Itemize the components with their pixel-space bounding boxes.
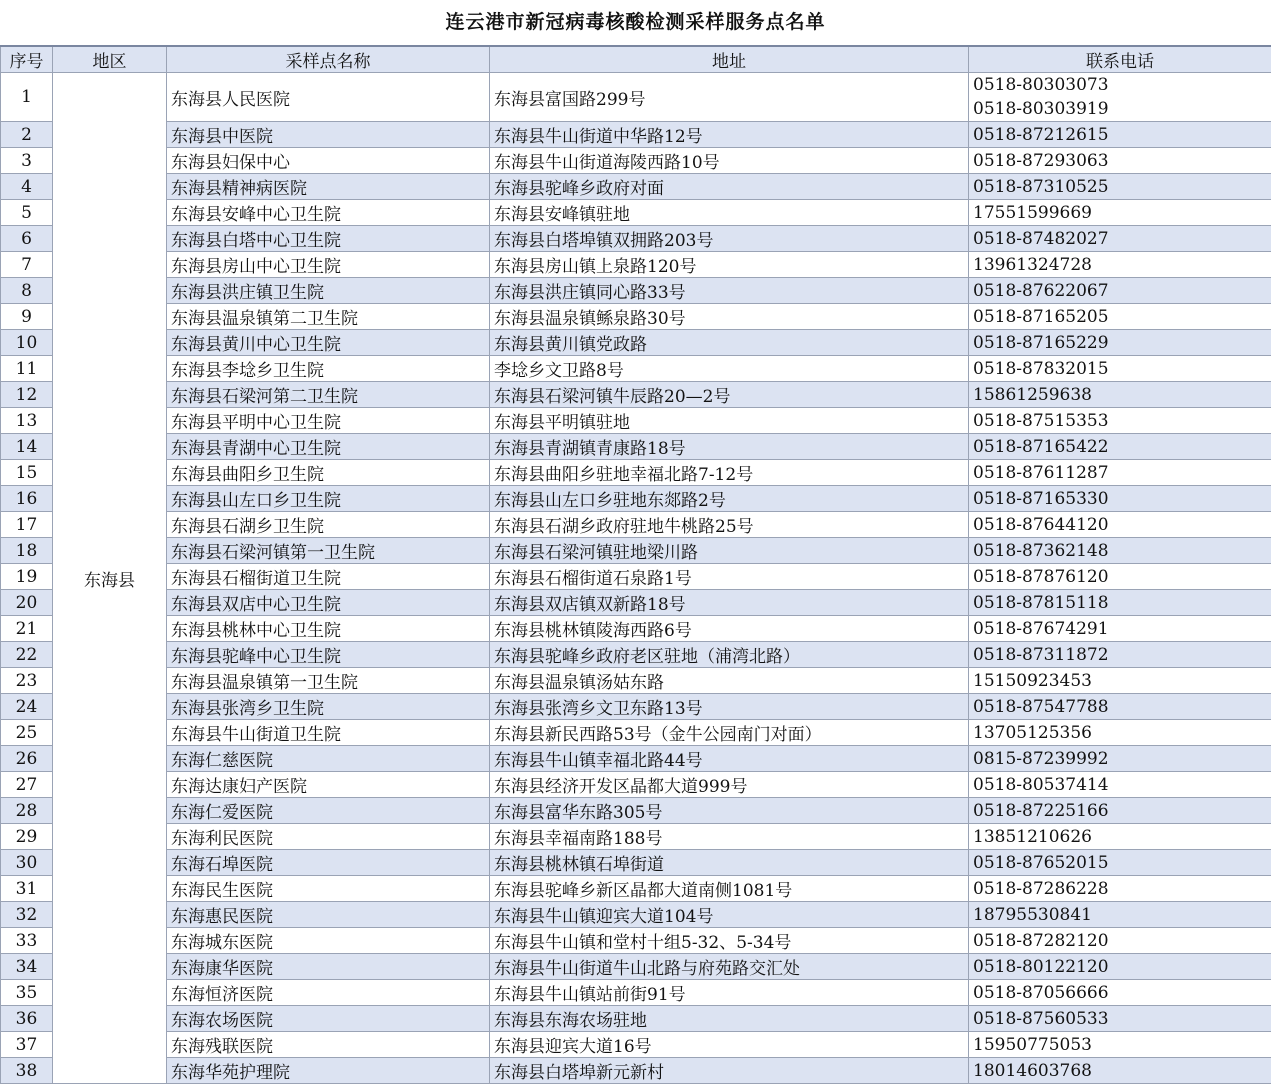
header-region: 地区 — [53, 46, 167, 73]
cell-no: 5 — [1, 200, 53, 226]
cell-address: 东海县白塔埠镇双拥路203号 — [490, 226, 969, 252]
header-no: 序号 — [1, 46, 53, 73]
cell-no: 16 — [1, 486, 53, 512]
cell-address: 东海县富华东路305号 — [490, 798, 969, 824]
cell-site-name: 东海农场医院 — [167, 1006, 490, 1032]
cell-phone — [969, 1032, 1271, 1058]
cell-address: 李埝乡文卫路8号 — [490, 356, 969, 382]
cell-no: 29 — [1, 824, 53, 850]
phone-number: 0518-87652015 — [973, 851, 1271, 875]
cell-address: 东海县牛山镇站前街91号 — [490, 980, 969, 1006]
cell-no: 38 — [1, 1058, 53, 1084]
cell-address: 东海县新民西路53号（金牛公园南门对面） — [490, 720, 969, 746]
cell-phone — [969, 746, 1271, 772]
phone-number: 0518-87547788 — [973, 695, 1271, 719]
cell-site-name: 东海石埠医院 — [167, 850, 490, 876]
table-row — [1, 330, 1271, 356]
table-row — [1, 304, 1271, 330]
cell-site-name: 东海残联医院 — [167, 1032, 490, 1058]
phone-number: 0518-87286228 — [973, 877, 1271, 901]
cell-address: 东海县洪庄镇同心路33号 — [490, 278, 969, 304]
cell-site-name: 东海仁慈医院 — [167, 746, 490, 772]
header-site-name: 采样点名称 — [167, 46, 490, 73]
cell-no: 3 — [1, 148, 53, 174]
cell-site-name: 东海县驼峰中心卫生院 — [167, 642, 490, 668]
cell-phone — [969, 434, 1271, 460]
cell-phone — [969, 460, 1271, 486]
phone-number: 0518-87644120 — [973, 513, 1271, 537]
cell-phone — [969, 512, 1271, 538]
table-row — [1, 1032, 1271, 1058]
cell-phone — [969, 902, 1271, 928]
cell-phone — [969, 1006, 1271, 1032]
table-row — [1, 980, 1271, 1006]
cell-site-name: 东海康华医院 — [167, 954, 490, 980]
cell-phone — [969, 278, 1271, 304]
table-row — [1, 538, 1271, 564]
cell-phone — [969, 1058, 1271, 1084]
table-row — [1, 1006, 1271, 1032]
cell-no: 27 — [1, 772, 53, 798]
cell-phone — [969, 954, 1271, 980]
cell-address: 东海县牛山街道牛山北路与府苑路交汇处 — [490, 954, 969, 980]
table-row — [1, 824, 1271, 850]
phone-number: 0815-87239992 — [973, 747, 1271, 771]
cell-no: 37 — [1, 1032, 53, 1058]
phone-number: 15861259638 — [973, 383, 1271, 407]
cell-site-name: 东海县青湖中心卫生院 — [167, 434, 490, 460]
table-header-row — [1, 46, 1271, 73]
cell-site-name: 东海县曲阳乡卫生院 — [167, 460, 490, 486]
cell-no: 17 — [1, 512, 53, 538]
cell-no: 23 — [1, 668, 53, 694]
table-row — [1, 278, 1271, 304]
cell-phone — [969, 642, 1271, 668]
cell-no: 15 — [1, 460, 53, 486]
table-row — [1, 954, 1271, 980]
table-row — [1, 356, 1271, 382]
cell-no: 24 — [1, 694, 53, 720]
phone-number: 0518-87165330 — [973, 487, 1271, 511]
cell-phone — [969, 928, 1271, 954]
cell-site-name: 东海仁爱医院 — [167, 798, 490, 824]
cell-no: 26 — [1, 746, 53, 772]
phone-number: 0518-87876120 — [973, 565, 1271, 589]
cell-site-name: 东海县山左口乡卫生院 — [167, 486, 490, 512]
table-row — [1, 564, 1271, 590]
table-row — [1, 1058, 1271, 1084]
cell-site-name: 东海县李埝乡卫生院 — [167, 356, 490, 382]
cell-phone — [969, 252, 1271, 278]
table-row — [1, 642, 1271, 668]
cell-no: 25 — [1, 720, 53, 746]
cell-phone — [969, 720, 1271, 746]
table-row — [1, 876, 1271, 902]
page-title: 连云港市新冠病毒核酸检测采样服务点名单 — [0, 0, 1271, 45]
cell-address: 东海县桃林镇石埠街道 — [490, 850, 969, 876]
cell-address: 东海县张湾乡文卫东路13号 — [490, 694, 969, 720]
phone-number: 0518-80303073 — [973, 73, 1271, 97]
phone-number: 0518-87611287 — [973, 461, 1271, 485]
cell-site-name: 东海县桃林中心卫生院 — [167, 616, 490, 642]
cell-address: 东海县迎宾大道16号 — [490, 1032, 969, 1058]
cell-no: 35 — [1, 980, 53, 1006]
cell-phone — [969, 850, 1271, 876]
table-row — [1, 460, 1271, 486]
table-row — [1, 668, 1271, 694]
cell-phone — [969, 824, 1271, 850]
cell-phone — [969, 122, 1271, 148]
cell-address: 东海县安峰镇驻地 — [490, 200, 969, 226]
cell-address: 东海县东海农场驻地 — [490, 1006, 969, 1032]
phone-number: 0518-87622067 — [973, 279, 1271, 303]
phone-number: 0518-87482027 — [973, 227, 1271, 251]
phone-number: 0518-87165205 — [973, 305, 1271, 329]
cell-no: 31 — [1, 876, 53, 902]
cell-site-name: 东海县洪庄镇卫生院 — [167, 278, 490, 304]
cell-no: 21 — [1, 616, 53, 642]
table-row — [1, 772, 1271, 798]
table-row — [1, 200, 1271, 226]
header-phone: 联系电话 — [969, 46, 1271, 73]
table-row — [1, 486, 1271, 512]
phone-number: 0518-87165422 — [973, 435, 1271, 459]
cell-address: 东海县牛山街道中华路12号 — [490, 122, 969, 148]
cell-address: 东海县石梁河镇牛辰路20—2号 — [490, 382, 969, 408]
cell-phone — [969, 616, 1271, 642]
cell-no: 11 — [1, 356, 53, 382]
cell-site-name: 东海县妇保中心 — [167, 148, 490, 174]
phone-number: 13851210626 — [973, 825, 1271, 849]
phone-number: 0518-80122120 — [973, 955, 1271, 979]
cell-phone — [969, 330, 1271, 356]
cell-site-name: 东海县石梁河镇第一卫生院 — [167, 538, 490, 564]
table-row — [1, 434, 1271, 460]
cell-address: 东海县牛山镇和堂村十组5-32、5-34号 — [490, 928, 969, 954]
cell-address: 东海县驼峰乡政府老区驻地（浦湾北路） — [490, 642, 969, 668]
cell-no: 9 — [1, 304, 53, 330]
phone-number: 15950775053 — [973, 1033, 1271, 1057]
cell-address: 东海县温泉镇鲧泉路30号 — [490, 304, 969, 330]
cell-no: 2 — [1, 122, 53, 148]
phone-number: 0518-87515353 — [973, 409, 1271, 433]
cell-phone — [969, 148, 1271, 174]
cell-phone — [969, 564, 1271, 590]
phone-number: 0518-80537414 — [973, 773, 1271, 797]
cell-site-name: 东海县房山中心卫生院 — [167, 252, 490, 278]
cell-no: 4 — [1, 174, 53, 200]
cell-phone — [969, 668, 1271, 694]
phone-number: 0518-87674291 — [973, 617, 1271, 641]
cell-no: 14 — [1, 434, 53, 460]
cell-address: 东海县经济开发区晶都大道999号 — [490, 772, 969, 798]
cell-address: 东海县黄川镇党政路 — [490, 330, 969, 356]
cell-no: 19 — [1, 564, 53, 590]
phone-number: 18014603768 — [973, 1059, 1271, 1083]
cell-no: 32 — [1, 902, 53, 928]
phone-number: 0518-80303919 — [973, 97, 1271, 121]
cell-site-name: 东海达康妇产医院 — [167, 772, 490, 798]
cell-phone — [969, 876, 1271, 902]
cell-phone — [969, 408, 1271, 434]
table-row — [1, 73, 1271, 122]
phone-number: 0518-87560533 — [973, 1007, 1271, 1031]
phone-number: 0518-87311872 — [973, 643, 1271, 667]
phone-number: 0518-87310525 — [973, 175, 1271, 199]
cell-address: 东海县山左口乡驻地东郯路2号 — [490, 486, 969, 512]
table-row — [1, 720, 1271, 746]
phone-number: 15150923453 — [973, 669, 1271, 693]
cell-address: 东海县白塔埠新元新村 — [490, 1058, 969, 1084]
cell-no: 1 — [1, 73, 53, 122]
cell-address: 东海县石梁河镇驻地梁川路 — [490, 538, 969, 564]
cell-site-name: 东海县精神病医院 — [167, 174, 490, 200]
table-row — [1, 382, 1271, 408]
cell-address: 东海县牛山街道海陵西路10号 — [490, 148, 969, 174]
cell-site-name: 东海县平明中心卫生院 — [167, 408, 490, 434]
table-row — [1, 148, 1271, 174]
cell-address: 东海县温泉镇汤姑东路 — [490, 668, 969, 694]
phone-number: 0518-87815118 — [973, 591, 1271, 615]
table-row — [1, 616, 1271, 642]
cell-address: 东海县驼峰乡新区晶都大道南侧1081号 — [490, 876, 969, 902]
cell-region: 东海县 — [53, 73, 167, 1084]
phone-number: 13705125356 — [973, 721, 1271, 745]
table-row — [1, 252, 1271, 278]
cell-no: 10 — [1, 330, 53, 356]
cell-site-name: 东海县温泉镇第一卫生院 — [167, 668, 490, 694]
phone-number: 0518-87282120 — [973, 929, 1271, 953]
cell-no: 7 — [1, 252, 53, 278]
table-row — [1, 590, 1271, 616]
cell-site-name: 东海恒济医院 — [167, 980, 490, 1006]
cell-phone — [969, 590, 1271, 616]
header-address: 地址 — [490, 46, 969, 73]
cell-no: 8 — [1, 278, 53, 304]
phone-number: 18795530841 — [973, 903, 1271, 927]
cell-phone — [969, 226, 1271, 252]
cell-phone — [969, 694, 1271, 720]
cell-phone — [969, 73, 1271, 122]
phone-number: 0518-87225166 — [973, 799, 1271, 823]
cell-site-name: 东海县人民医院 — [167, 73, 490, 122]
cell-site-name: 东海县白塔中心卫生院 — [167, 226, 490, 252]
cell-address: 东海县房山镇上泉路120号 — [490, 252, 969, 278]
cell-phone — [969, 486, 1271, 512]
table-row — [1, 122, 1271, 148]
table-row — [1, 174, 1271, 200]
cell-site-name: 东海利民医院 — [167, 824, 490, 850]
cell-site-name: 东海县温泉镇第二卫生院 — [167, 304, 490, 330]
cell-phone — [969, 538, 1271, 564]
cell-no: 28 — [1, 798, 53, 824]
cell-site-name: 东海县石榴街道卫生院 — [167, 564, 490, 590]
phone-number: 0518-87165229 — [973, 331, 1271, 355]
table-row — [1, 850, 1271, 876]
phone-number: 0518-87362148 — [973, 539, 1271, 563]
cell-no: 33 — [1, 928, 53, 954]
cell-phone — [969, 200, 1271, 226]
table-row — [1, 512, 1271, 538]
cell-phone — [969, 174, 1271, 200]
cell-address: 东海县牛山镇幸福北路44号 — [490, 746, 969, 772]
table-row — [1, 798, 1271, 824]
cell-address: 东海县曲阳乡驻地幸福北路7-12号 — [490, 460, 969, 486]
cell-address: 东海县石榴街道石泉路1号 — [490, 564, 969, 590]
sampling-sites-table — [0, 45, 1271, 1084]
cell-no: 20 — [1, 590, 53, 616]
cell-site-name: 东海民生医院 — [167, 876, 490, 902]
cell-no: 22 — [1, 642, 53, 668]
cell-phone — [969, 356, 1271, 382]
phone-number: 0518-87212615 — [973, 123, 1271, 147]
cell-no: 36 — [1, 1006, 53, 1032]
cell-site-name: 东海县石梁河第二卫生院 — [167, 382, 490, 408]
cell-site-name: 东海城东医院 — [167, 928, 490, 954]
cell-address: 东海县富国路299号 — [490, 73, 969, 122]
cell-address: 东海县平明镇驻地 — [490, 408, 969, 434]
cell-site-name: 东海惠民医院 — [167, 902, 490, 928]
cell-address: 东海县青湖镇青康路18号 — [490, 434, 969, 460]
table-row — [1, 902, 1271, 928]
table-row — [1, 694, 1271, 720]
cell-no: 30 — [1, 850, 53, 876]
cell-site-name: 东海县黄川中心卫生院 — [167, 330, 490, 356]
cell-phone — [969, 798, 1271, 824]
phone-number: 0518-87832015 — [973, 357, 1271, 381]
table-row — [1, 746, 1271, 772]
table-row — [1, 928, 1271, 954]
cell-phone — [969, 382, 1271, 408]
cell-no: 34 — [1, 954, 53, 980]
table-row — [1, 408, 1271, 434]
cell-no: 18 — [1, 538, 53, 564]
cell-address: 东海县牛山镇迎宾大道104号 — [490, 902, 969, 928]
cell-address: 东海县幸福南路188号 — [490, 824, 969, 850]
cell-site-name: 东海华苑护理院 — [167, 1058, 490, 1084]
phone-number: 13961324728 — [973, 253, 1271, 277]
cell-phone — [969, 980, 1271, 1006]
cell-site-name: 东海县石湖乡卫生院 — [167, 512, 490, 538]
cell-phone — [969, 772, 1271, 798]
cell-address: 东海县双店镇双新路18号 — [490, 590, 969, 616]
cell-phone — [969, 304, 1271, 330]
cell-no: 6 — [1, 226, 53, 252]
cell-no: 13 — [1, 408, 53, 434]
table-row — [1, 226, 1271, 252]
cell-site-name: 东海县双店中心卫生院 — [167, 590, 490, 616]
phone-number: 17551599669 — [973, 201, 1271, 225]
cell-site-name: 东海县安峰中心卫生院 — [167, 200, 490, 226]
cell-address: 东海县驼峰乡政府对面 — [490, 174, 969, 200]
cell-address: 东海县桃林镇陵海西路6号 — [490, 616, 969, 642]
phone-number: 0518-87056666 — [973, 981, 1271, 1005]
cell-site-name: 东海县张湾乡卫生院 — [167, 694, 490, 720]
cell-site-name: 东海县牛山街道卫生院 — [167, 720, 490, 746]
cell-site-name: 东海县中医院 — [167, 122, 490, 148]
cell-no: 12 — [1, 382, 53, 408]
cell-address: 东海县石湖乡政府驻地牛桃路25号 — [490, 512, 969, 538]
phone-number: 0518-87293063 — [973, 149, 1271, 173]
